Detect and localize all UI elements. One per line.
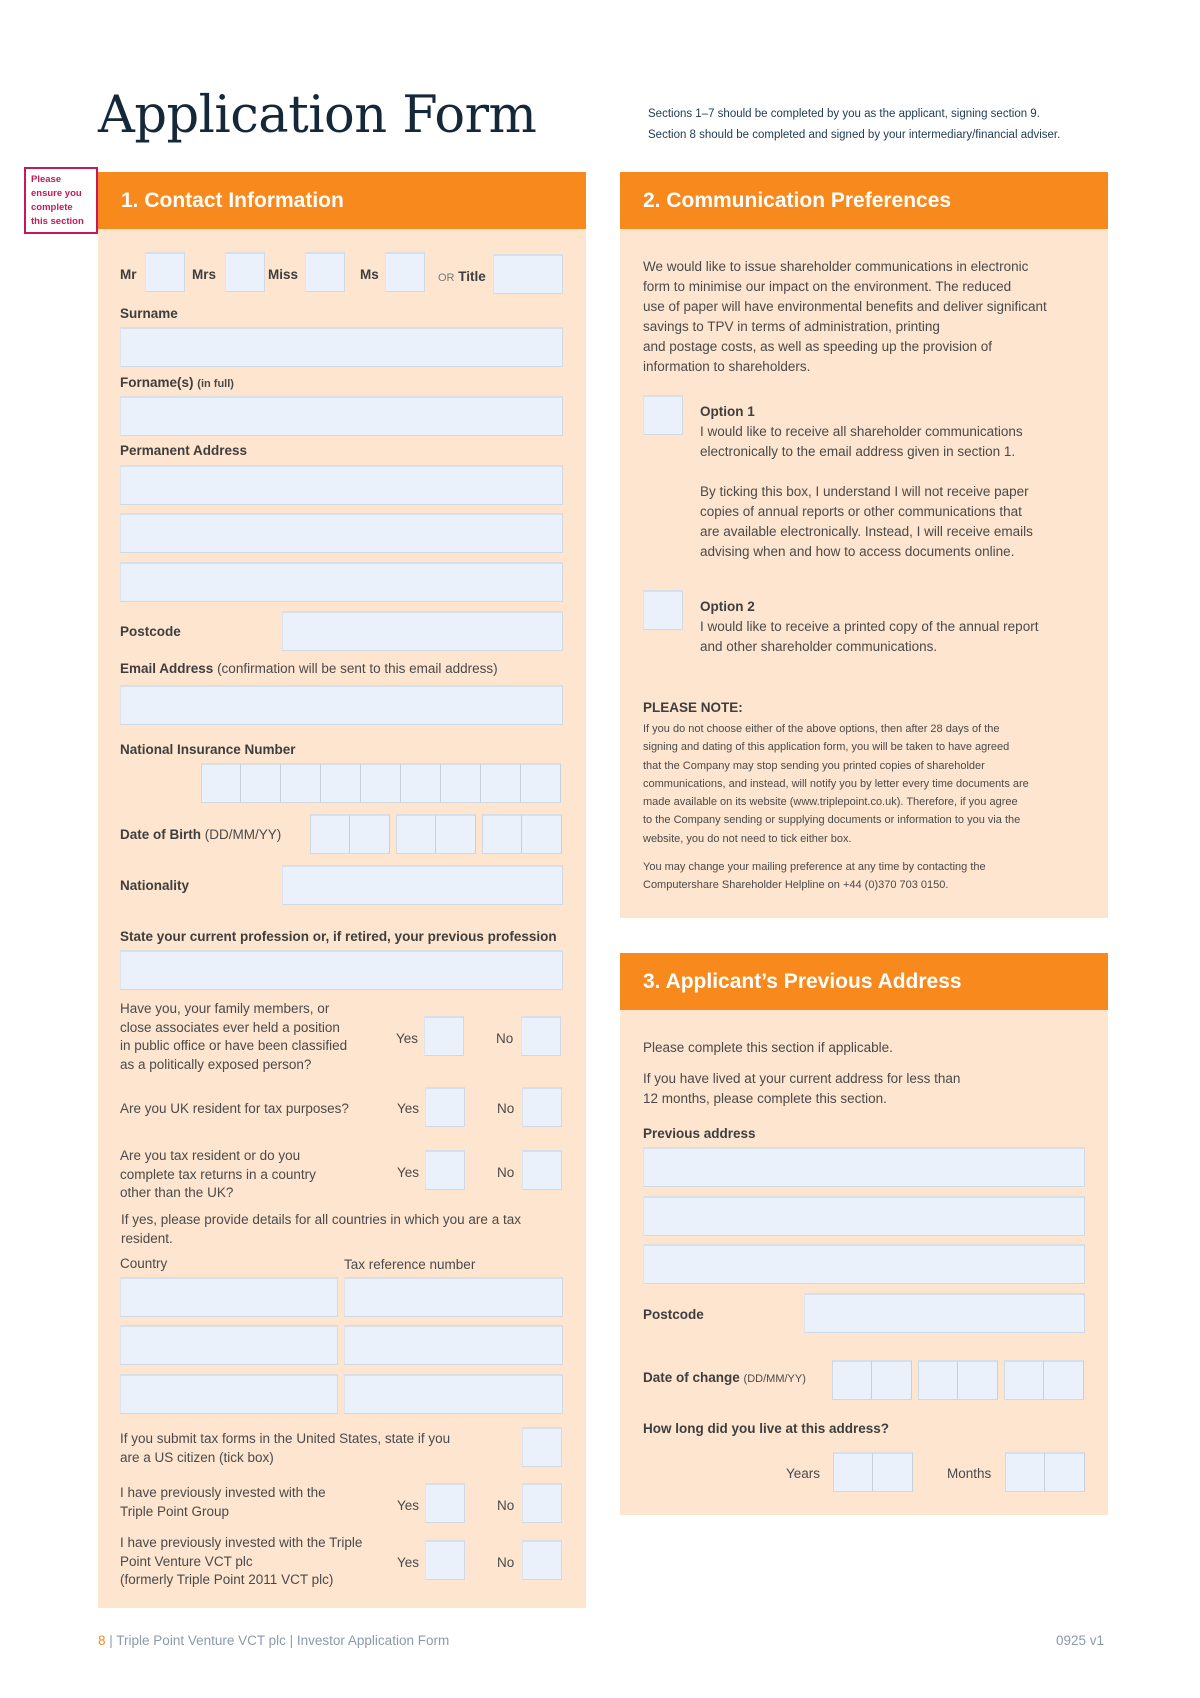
months-field[interactable] [1005, 1452, 1085, 1492]
previous-postcode-label: Postcode [643, 1307, 704, 1322]
address-line-3-field[interactable] [120, 562, 563, 602]
dob-cell[interactable] [350, 814, 390, 854]
page-footer [98, 1633, 449, 1648]
invested-vct-no-label: No [497, 1555, 515, 1570]
other-tax-yes-label: Yes [397, 1165, 420, 1180]
invested-group-question: I have previously invested with the Triple Point Group [120, 1485, 326, 1519]
nin-cell[interactable] [281, 763, 321, 803]
invested-vct-yes-checkbox[interactable] [425, 1540, 465, 1580]
tax-ref-field-2[interactable] [344, 1325, 563, 1365]
invested-vct-yes-label: Yes [397, 1555, 420, 1570]
other-title-field[interactable] [493, 254, 563, 294]
pep-yes-checkbox[interactable] [424, 1016, 464, 1056]
communication-intro: We would like to issue shareholder communications in electronic form to minimise our impact on the environment. The reduced use of paper will have environmental benefits and deliver significant savings to TPV in terms of administration, printing and postage costs, as well as speeding up the provision of information to shareholders. [643, 259, 1047, 374]
miss-label: Miss [268, 267, 299, 282]
option-2-checkbox[interactable] [643, 590, 683, 630]
years-label: Years [786, 1466, 821, 1481]
please-note-text: If you do not choose either of the above options, then after 28 days of the signing and dating of this application form, you will be taken to have agreed that the Company may stop sending you printed copies of shareholder communications, and instead, will notify you by letter every time documents are made available on its website (www.triplepoint.co.uk). Therefore, if you agree to the Company sending or supplying documents or information to you via the website, you do not need to tick either box. [643, 723, 1029, 845]
nin-label: National Insurance Number [120, 742, 296, 757]
country-field-1[interactable] [120, 1277, 338, 1317]
dob-cell[interactable] [436, 814, 476, 854]
tax-details-instruction: If yes, please provide details for all countries in which you are a tax resident. [121, 1212, 521, 1246]
previous-address-label: Previous address [643, 1126, 756, 1141]
uk-tax-question: Are you UK resident for tax purposes? [120, 1101, 349, 1116]
option-1-checkbox[interactable] [643, 395, 683, 435]
nin-cell[interactable] [481, 763, 521, 803]
dob-cell[interactable] [482, 814, 522, 854]
other-title-label: OR Title [438, 269, 486, 284]
tax-ref-field-3[interactable] [344, 1374, 563, 1414]
country-column-label: Country [120, 1256, 168, 1271]
profession-field[interactable] [120, 950, 563, 990]
years-field[interactable] [833, 1452, 913, 1492]
page-number: 8 [98, 1633, 106, 1648]
nin-cell[interactable] [441, 763, 481, 803]
months-cell[interactable] [1045, 1452, 1085, 1492]
option-2-text: Option 2 I would like to receive a printed copy of the annual report and other shareholder communications. [700, 599, 1039, 654]
forenames-field[interactable] [120, 396, 563, 436]
previous-address-instruction: If you have lived at your current address for less than 12 months, please complete this section. [643, 1071, 961, 1106]
invested-vct-no-checkbox[interactable] [522, 1540, 562, 1580]
pep-no-label: No [496, 1031, 514, 1046]
months-cell[interactable] [1005, 1452, 1045, 1492]
mrs-label: Mrs [192, 267, 217, 282]
invested-vct-question: I have previously invested with the Triple Point Venture VCT plc (formerly Triple Point 2011 VCT plc) [120, 1535, 363, 1588]
invested-group-yes-label: Yes [397, 1498, 420, 1513]
complete-section-note: Please ensure you complete this section [24, 167, 98, 234]
nin-cell[interactable] [201, 763, 241, 803]
tax-ref-field-1[interactable] [344, 1277, 563, 1317]
pep-question: Have you, your family members, or close associates ever held a position in public office or have been classified as a politically exposed person? [120, 1001, 348, 1072]
previous-postcode-field[interactable] [804, 1293, 1085, 1333]
months-label: Months [947, 1466, 992, 1481]
miss-checkbox[interactable] [305, 252, 345, 292]
invested-group-yes-checkbox[interactable] [425, 1483, 465, 1523]
uk-tax-no-checkbox[interactable] [522, 1087, 562, 1127]
ms-label: Ms [360, 267, 379, 282]
years-cell[interactable] [833, 1452, 873, 1492]
postcode-field[interactable] [282, 611, 563, 651]
other-tax-no-checkbox[interactable] [522, 1150, 562, 1190]
mr-checkbox[interactable] [145, 252, 185, 292]
nin-cell[interactable] [241, 763, 281, 803]
pep-no-checkbox[interactable] [521, 1016, 561, 1056]
address-line-1-field[interactable] [120, 465, 563, 505]
years-cell[interactable] [873, 1452, 913, 1492]
nin-cell[interactable] [321, 763, 361, 803]
pep-yes-label: Yes [396, 1031, 419, 1046]
invested-group-no-label: No [497, 1498, 515, 1513]
section-2-heading: 2. Communication Preferences [620, 172, 1108, 229]
completion-instructions: Sections 1–7 should be completed by you as the applicant, signing section 9. Section 8 should be completed and signed by your intermediary/financial adviser. [648, 108, 1061, 141]
uk-tax-yes-label: Yes [397, 1101, 420, 1116]
postcode-label: Postcode [120, 624, 181, 639]
change-month-field[interactable] [918, 1360, 998, 1400]
change-date-cell[interactable] [872, 1360, 912, 1400]
surname-field[interactable] [120, 327, 563, 367]
section-1-heading: 1. Contact Information [98, 172, 586, 229]
dob-label: Date of Birth (DD/MM/YY) [120, 827, 282, 842]
email-field[interactable] [120, 685, 563, 725]
nin-cell[interactable] [361, 763, 401, 803]
option-1-text: Option 1 I would like to receive all shareholder communications electronically to the email address given in section 1. By ticking this box, I understand I will not receive paper copies of annual reports or other communications that are available electronically. Instead, I will receive emails advising when and how to access documents online. [700, 404, 1033, 559]
profession-label: State your current profession or, if retired, your previous profession [120, 929, 557, 944]
uk-tax-yes-checkbox[interactable] [425, 1087, 465, 1127]
nin-cell[interactable] [401, 763, 441, 803]
other-tax-yes-checkbox[interactable] [425, 1150, 465, 1190]
previous-address-line-2-field[interactable] [643, 1196, 1085, 1236]
nin-field[interactable] [201, 763, 561, 803]
dob-month-field[interactable] [396, 814, 476, 854]
forenames-label: Forname(s) (in full) [120, 375, 234, 390]
how-long-label: How long did you live at this address? [643, 1421, 890, 1436]
change-date-cell[interactable] [958, 1360, 998, 1400]
change-date-cell[interactable] [918, 1360, 958, 1400]
change-date-cell[interactable] [1004, 1360, 1044, 1400]
change-date-cell[interactable] [1044, 1360, 1084, 1400]
mrs-checkbox[interactable] [225, 252, 265, 292]
permanent-address-label: Permanent Address [120, 443, 248, 458]
ms-checkbox[interactable] [385, 252, 425, 292]
us-citizen-question: If you submit tax forms in the United States, state if you are a US citizen (tick box) [120, 1431, 451, 1465]
nin-cell[interactable] [521, 763, 561, 803]
page-title: Application Form [98, 86, 537, 145]
nationality-label: Nationality [120, 878, 190, 893]
nationality-field[interactable] [282, 865, 563, 905]
previous-address-line-1-field[interactable] [643, 1147, 1085, 1187]
dob-day-field[interactable] [310, 814, 390, 854]
change-year-field[interactable] [1004, 1360, 1084, 1400]
tax-ref-column-label: Tax reference number [344, 1257, 476, 1272]
surname-label: Surname [120, 306, 178, 321]
other-tax-no-label: No [497, 1165, 515, 1180]
dob-cell[interactable] [310, 814, 350, 854]
email-label: Email Address (confirmation will be sent to this email address) [120, 661, 498, 676]
section-3-heading: 3. Applicant’s Previous Address [620, 953, 1108, 1010]
uk-tax-no-label: No [497, 1101, 515, 1116]
country-field-3[interactable] [120, 1374, 338, 1414]
footer-text: | Triple Point Venture VCT plc | Investor Application Form [109, 1633, 450, 1648]
change-date-cell[interactable] [832, 1360, 872, 1400]
dob-cell[interactable] [522, 814, 562, 854]
us-citizen-checkbox[interactable] [522, 1427, 562, 1467]
date-of-change-label: Date of change (DD/MM/YY) [643, 1370, 806, 1385]
mr-label: Mr [120, 267, 137, 282]
previous-address-intro: Please complete this section if applicable. [643, 1040, 893, 1055]
document-version: 0925 v1 [1056, 1633, 1105, 1648]
address-line-2-field[interactable] [120, 513, 563, 553]
mailing-preference-text: You may change your mailing preference at any time by contacting the Computershare Shareholder Helpline on +44 (0)370 703 0150. [643, 861, 986, 892]
other-tax-question: Are you tax resident or do you complete tax returns in a country other than the UK? [120, 1148, 316, 1201]
change-day-field[interactable] [832, 1360, 912, 1400]
previous-address-line-3-field[interactable] [643, 1244, 1085, 1284]
please-note-heading: PLEASE NOTE: [643, 700, 743, 715]
dob-year-field[interactable] [482, 814, 562, 854]
country-field-2[interactable] [120, 1325, 338, 1365]
invested-group-no-checkbox[interactable] [522, 1483, 562, 1523]
dob-cell[interactable] [396, 814, 436, 854]
